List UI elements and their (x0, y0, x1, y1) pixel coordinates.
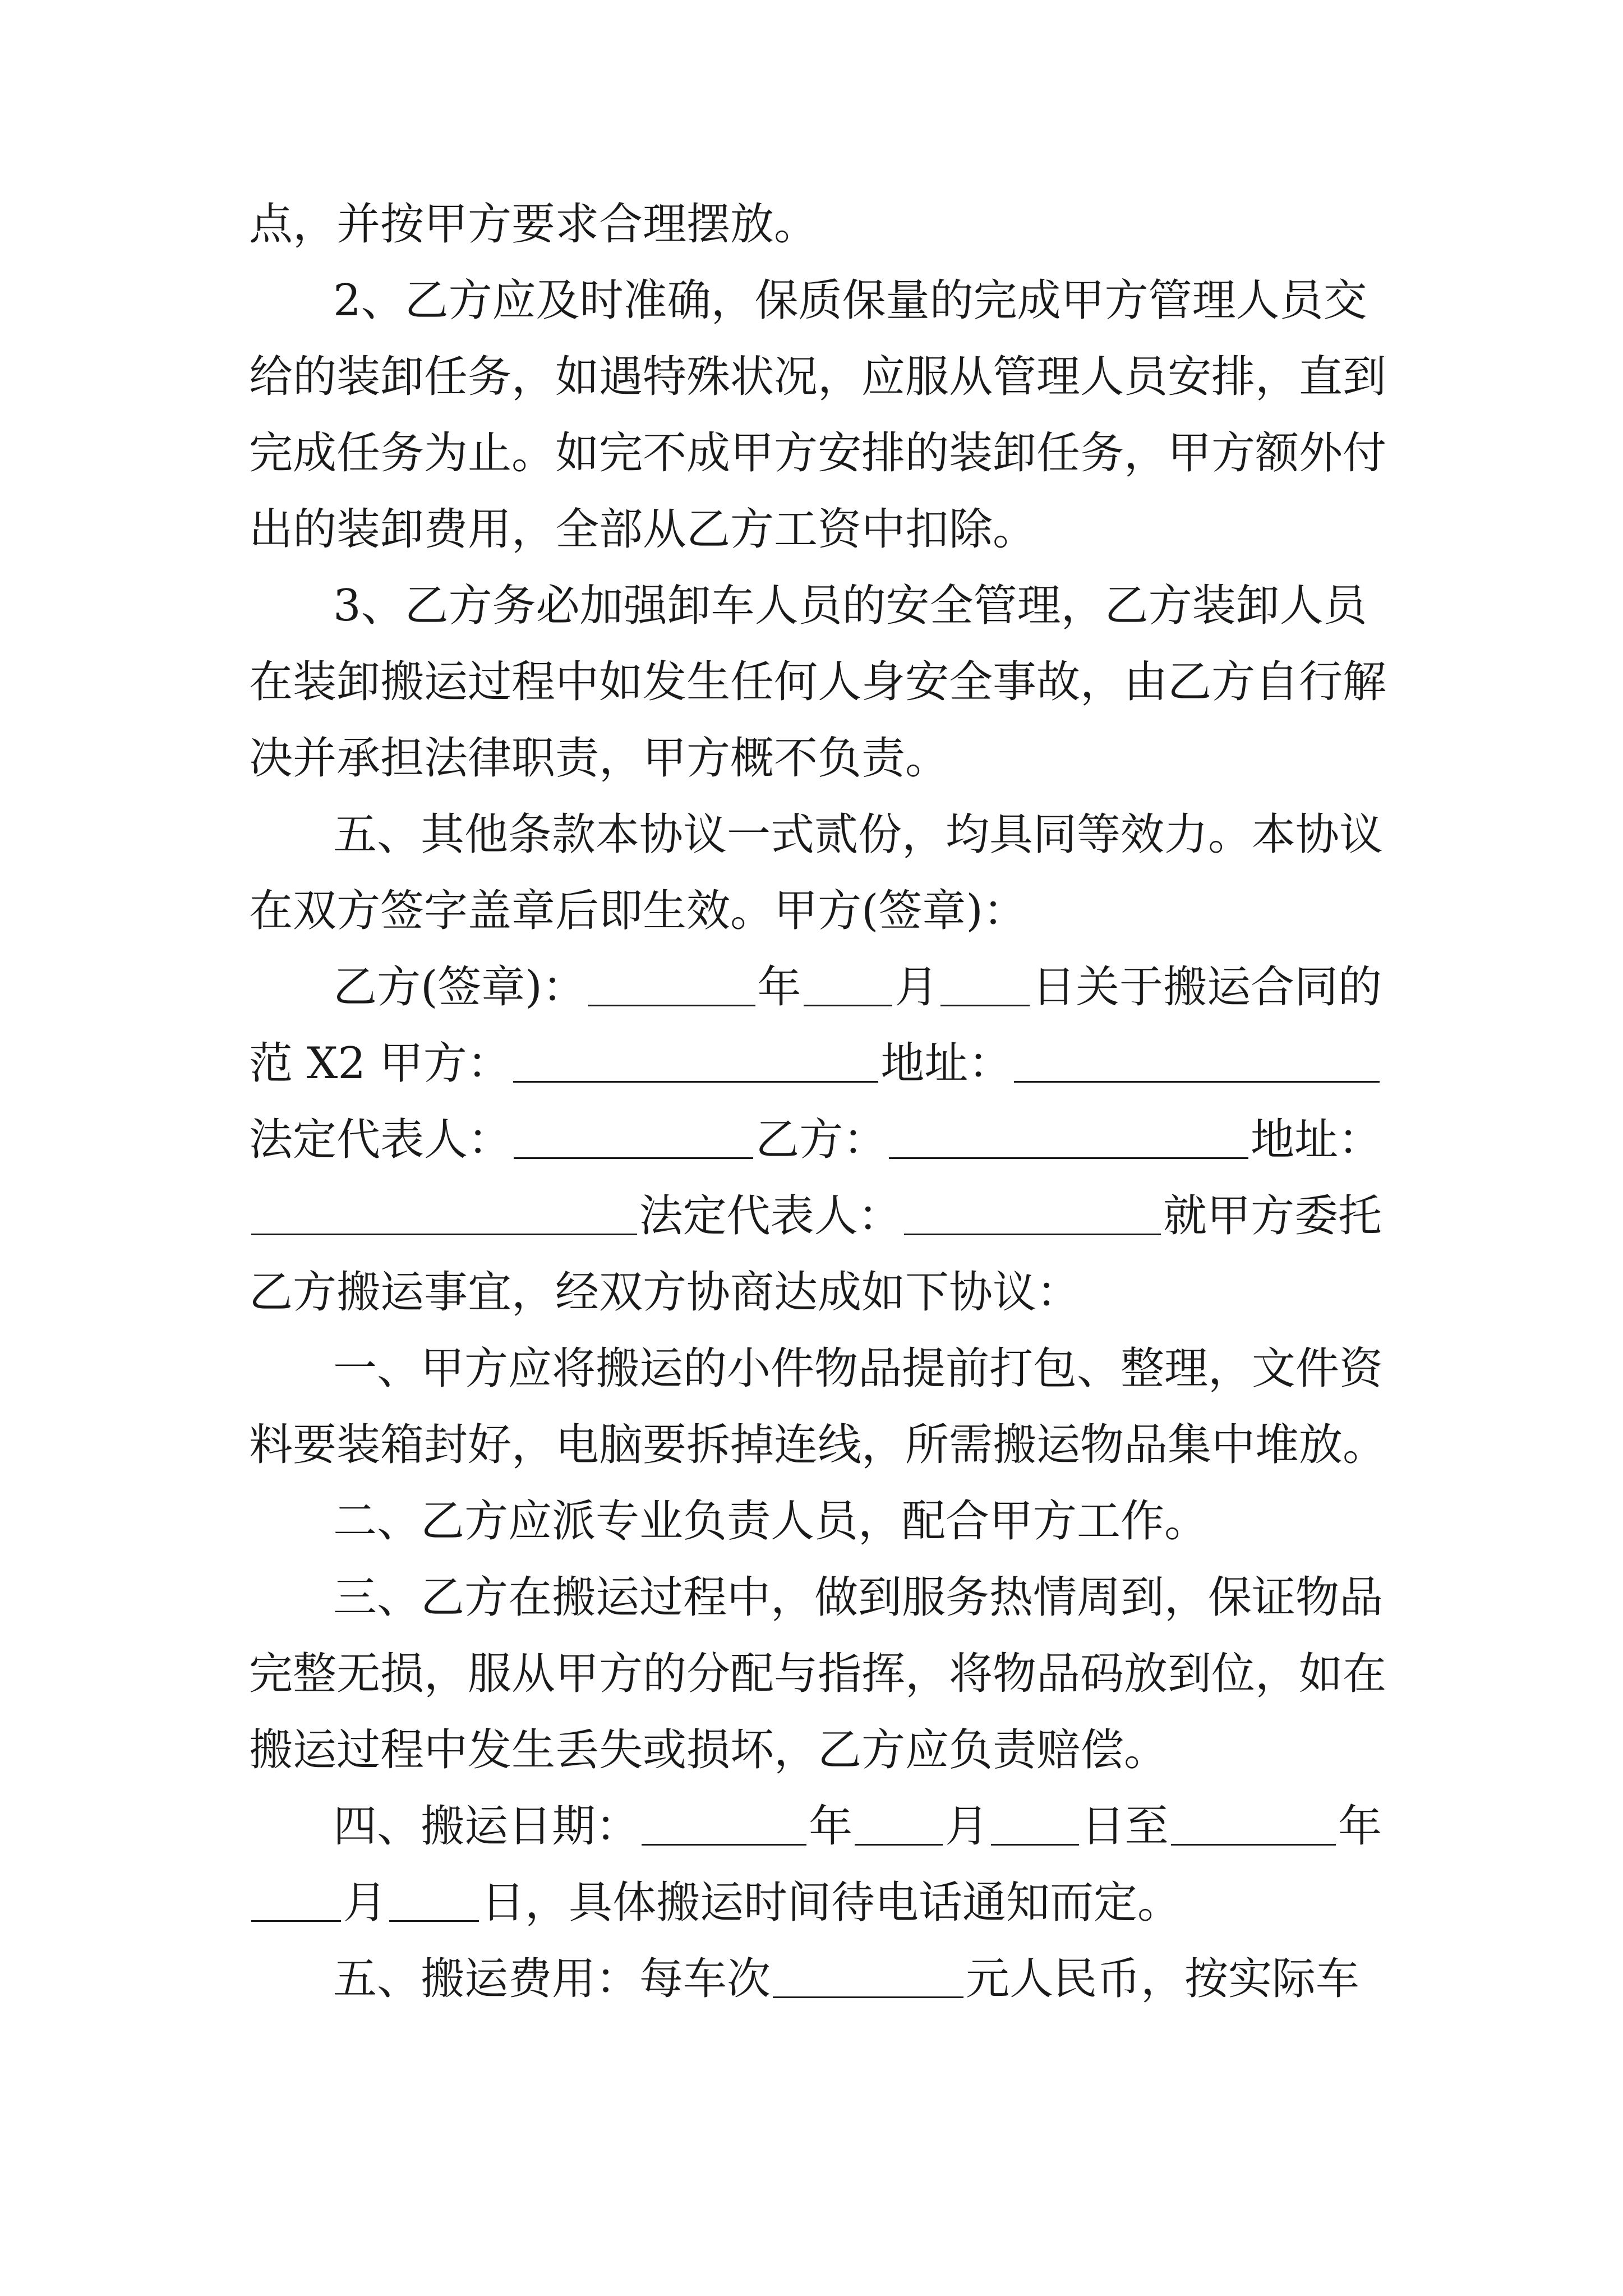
text: 二、乙方应派专业负责人员，配合甲方工作。 (333, 1496, 1209, 1547)
blank-field (940, 991, 1030, 1006)
paragraph-start (249, 267, 1382, 334)
blank-field (513, 1068, 879, 1083)
text: 决并承担法律职责，甲方概不负责。 (249, 733, 949, 784)
text: 法定代表人： (639, 1191, 902, 1241)
date-line (249, 1869, 1382, 1936)
text: 日至 (1081, 1801, 1169, 1852)
blank-field (855, 1830, 943, 1846)
text: 搬运过程中发生丢失或损坏，乙方应负责赔偿。 (249, 1725, 1168, 1775)
text: 出的装卸费用，全部从乙方工资中扣除。 (249, 504, 1037, 555)
paragraph-start (249, 1335, 1382, 1402)
form-line (249, 1106, 1382, 1174)
text: 在双方签字盖章后即生效。甲方(签章)： (249, 886, 1027, 936)
text: 完成任务为止。如完不成甲方安排的装卸任务，甲方额外付 (249, 428, 1387, 478)
text: 一、甲方应将搬运的小件物品提前打包、整理，文件资 (333, 1343, 1384, 1394)
text: 给的装卸任务，如遇特殊状况，应服从管理人员安排，直到 (249, 352, 1387, 402)
blank-field (1171, 1830, 1336, 1846)
paragraph-start (249, 801, 1382, 868)
text-line (249, 725, 1382, 792)
text: 乙方(签章)： (333, 962, 586, 1013)
text-line (249, 191, 1382, 258)
date-line (249, 1793, 1382, 1860)
text: 年 (1338, 1801, 1382, 1852)
fee-line (249, 1945, 1382, 2013)
text: 在装卸搬运过程中如发生任何人身安全事故，由乙方自行解 (249, 657, 1387, 707)
blank-field (991, 1830, 1079, 1846)
text-line (249, 1717, 1382, 1784)
text-line (249, 343, 1387, 411)
text: 年 (809, 1801, 853, 1852)
text: 点，并按甲方要求合理摆放。 (249, 199, 818, 250)
text: 3、乙方务必加强卸车人员的安全管理，乙方装卸人员 (333, 581, 1367, 631)
text: 年 (757, 962, 801, 1013)
blank-field (904, 1220, 1161, 1235)
blank-field (251, 1907, 341, 1922)
text: 五、其他条款本协议一式贰份，均具同等效力。本协议 (333, 809, 1384, 860)
text: 地址： (880, 1038, 1012, 1089)
text: 地址： (1250, 1115, 1382, 1165)
text: 乙方搬运事宜，经双方协商达成如下协议： (249, 1267, 1081, 1318)
text: 四、搬运日期： (333, 1801, 640, 1852)
text: 元人民币，按实际车 (966, 1954, 1360, 2004)
text: 料要装箱封好，电脑要拆掉连线，所需搬运物品集中堆放。 (249, 1420, 1387, 1470)
text: 日关于搬运合同的 (1032, 962, 1382, 1013)
paragraph-start (249, 1564, 1382, 1631)
blank-field (389, 1907, 479, 1922)
blank-field (642, 1830, 806, 1846)
text-line (249, 1411, 1387, 1479)
paragraph-start (249, 1488, 1382, 1555)
text-line (249, 1640, 1387, 1708)
blank-field (514, 1144, 753, 1159)
blank-field (1014, 1068, 1380, 1083)
blank-field (804, 991, 893, 1006)
signature-line (249, 954, 1382, 1021)
text: 日，具体搬运时间待电话通知而定。 (481, 1878, 1182, 1928)
text: 月 (895, 962, 939, 1013)
text: 法定代表人： (249, 1115, 512, 1165)
form-line (249, 1182, 1382, 1250)
form-line (249, 1030, 1382, 1097)
text: 月 (343, 1878, 388, 1928)
text-line (249, 496, 1382, 563)
text-line (249, 877, 1382, 945)
text: 五、搬运费用：每车次 (333, 1954, 771, 2004)
text: 2、乙方应及时准确，保质保量的完成甲方管理人员交 (333, 275, 1367, 326)
text: 三、乙方在搬运过程中，做到服务热情周到，保证物品 (333, 1572, 1384, 1623)
blank-field (773, 1983, 963, 1998)
paragraph-start (249, 572, 1382, 639)
blank-field (251, 1220, 637, 1235)
blank-field (889, 1144, 1248, 1159)
text: 完整无损，服从甲方的分配与指挥，将物品码放到位，如在 (249, 1649, 1387, 1699)
text: 就甲方委托 (1163, 1191, 1382, 1241)
text: 范 X2 甲方： (249, 1038, 511, 1089)
blank-field (588, 991, 755, 1006)
text-line (249, 648, 1387, 716)
text-line (249, 1259, 1382, 1326)
text-line (249, 420, 1387, 487)
text: 月 (945, 1801, 989, 1852)
text: 乙方： (755, 1115, 887, 1165)
